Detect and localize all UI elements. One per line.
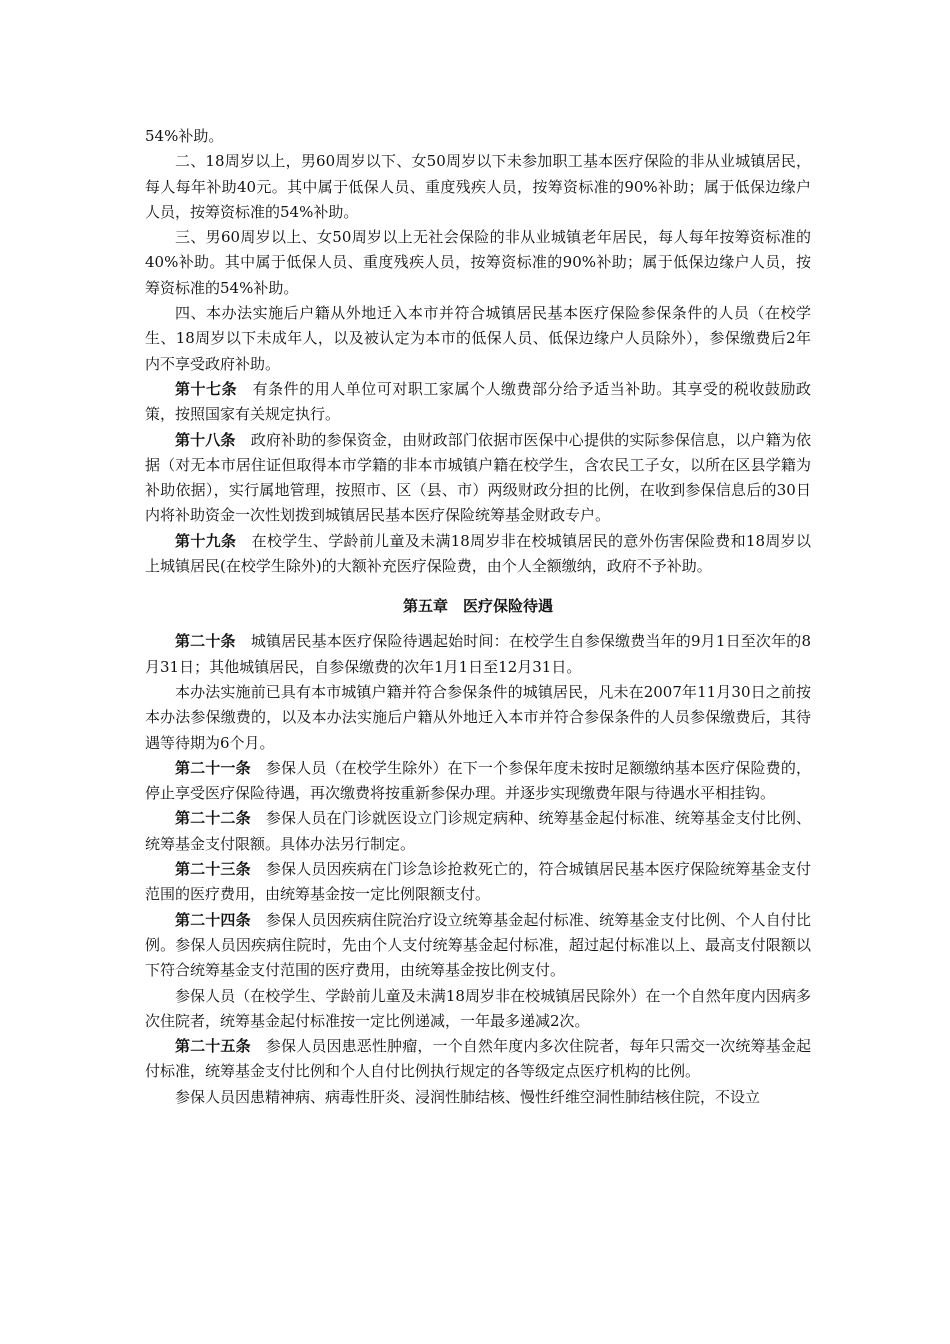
paragraph: 二、18周岁以上，男60周岁以下、女50周岁以下未参加职工基本医疗保险的非从业城镇居民，每人每年补助40元。其中属于低保人员、重度残疾人员，按筹资标准的90%补助；属于低保边缘户人员，按筹资标准的54%补助。 xyxy=(145,152,811,221)
article-25 xyxy=(145,1034,811,1085)
document-body xyxy=(145,124,811,1110)
article-21 xyxy=(145,756,811,807)
chapter-number: 第五章 xyxy=(402,597,448,616)
article-text: 参保人员（在校学生除外）在下一个参保年度未按时足额缴纳基本医疗保险费的，停止享受医疗保险待遇，再次缴费将按重新参保办理。并逐步实现缴费年限与待遇水平相挂钩。 xyxy=(145,758,811,803)
article-24 xyxy=(145,908,811,984)
article-text: 有条件的用人单位可对职工家属个人缴费部分给予适当补助。其享受的税收鼓励政策，按照国家有关规定执行。 xyxy=(145,379,811,424)
article-text: 参保人员因疾病住院治疗设立统筹基金起付标准、统筹基金支付比例、个人自付比例。参保人员因疾病住院时，先由个人支付统筹基金起付标准，超过起付标准以上、最高支付限额以下符合统筹基金支付范围的医疗费用，由统筹基金按比例支付。 xyxy=(145,910,811,980)
article-heading: 第十九条 xyxy=(175,531,237,550)
article-heading: 第二十四条 xyxy=(175,910,251,929)
article-heading: 第十七条 xyxy=(175,379,238,398)
article-18 xyxy=(145,428,811,529)
article-heading: 第二十五条 xyxy=(175,1037,251,1056)
article-23 xyxy=(145,857,811,908)
article-text: 参保人员在门诊就医设立门诊规定病种、统筹基金起付标准、统筹基金支付比例、统筹基金支付限额。具体办法另行制定。 xyxy=(145,809,811,853)
paragraph: 54%补助。 xyxy=(145,127,224,145)
article-17 xyxy=(145,377,811,428)
paragraph: 参保人员（在校学生、学龄前儿童及未满18周岁非在校城镇居民除外）在一个自然年度内因病多次住院者，统筹基金起付标准按一定比例递减，一年最多递减2次。 xyxy=(145,986,811,1030)
article-text: 城镇居民基本医疗保险待遇起始时间：在校学生自参保缴费当年的9月1日至次年的8月31日；其他城镇居民，自参保缴费的次年1月1日至12月31日。 xyxy=(145,632,811,676)
paragraph: 参保人员因患精神病、病毒性肝炎、浸润性肺结核、慢性纤维空洞性肺结核住院，不设立 xyxy=(175,1087,761,1106)
article-19 xyxy=(145,529,811,580)
paragraph: 本办法实施前已具有本市城镇户籍并符合参保条件的城镇居民，凡未在2007年11月30日之前按本办法参保缴费的，以及本办法实施后户籍从外地迁入本市并符合参保条件的人员参保缴费后，其待遇等待期为6个月。 xyxy=(145,682,811,752)
article-text: 政府补助的参保资金，由财政部门依据市医保中心提供的实际参保信息，以户籍为依据（对无本市居住证但取得本市学籍的非本市城镇户籍在校学生，含农民工子女，以所在区县学籍为补助依据），实行属地管理，按照市、区（县、市）两级财政分担的比例，在收到参保信息后的30日内将补助资金一次性划拨到城镇居民基本医疗保险统筹基金财政专户。 xyxy=(145,430,811,525)
article-text: 参保人员因疾病在门诊急诊抢救死亡的，符合城镇居民基本医疗保险统筹基金支付范围的医疗费用，由统筹基金按一定比例限额支付。 xyxy=(145,860,811,904)
article-text: 参保人员因患恶性肿瘤，一个自然年度内多次住院者，每年只需交一次统筹基金起付标准，统筹基金支付比例和个人自付比例执行规定的各等级定点医疗机构的比例。 xyxy=(145,1037,811,1081)
chapter-title: 医疗保险待遇 xyxy=(463,597,554,616)
article-heading: 第二十三条 xyxy=(175,860,251,879)
article-heading: 第二十二条 xyxy=(175,809,251,828)
article-heading: 第十八条 xyxy=(175,430,236,449)
paragraph: 四、本办法实施后户籍从外地迁入本市并符合城镇居民基本医疗保险参保条件的人员（在校学生、18周岁以下未成年人，以及被认定为本市的低保人员、低保边缘户人员除外），参保缴费后2年内不享受政府补助。 xyxy=(145,304,811,373)
paragraph: 三、男60周岁以上、女50周岁以上无社会保险的非从业城镇老年居民，每人每年按筹资标准的40%补助。其中属于低保人员、重度残疾人员，按筹资标准的90%补助；属于低保边缘户人员，按筹资标准的54%补助。 xyxy=(145,228,811,297)
article-22 xyxy=(145,806,811,857)
article-heading: 第二十一条 xyxy=(175,758,251,777)
article-20 xyxy=(145,629,811,680)
chapter-heading xyxy=(145,593,811,619)
article-text: 在校学生、学龄前儿童及未满18周岁非在校城镇居民的意外伤害保险费和18周岁以上城镇居民(在校学生除外)的大额补充医疗保险费，由个人全额缴纳，政府不予补助。 xyxy=(145,531,811,576)
article-heading: 第二十条 xyxy=(175,632,236,651)
